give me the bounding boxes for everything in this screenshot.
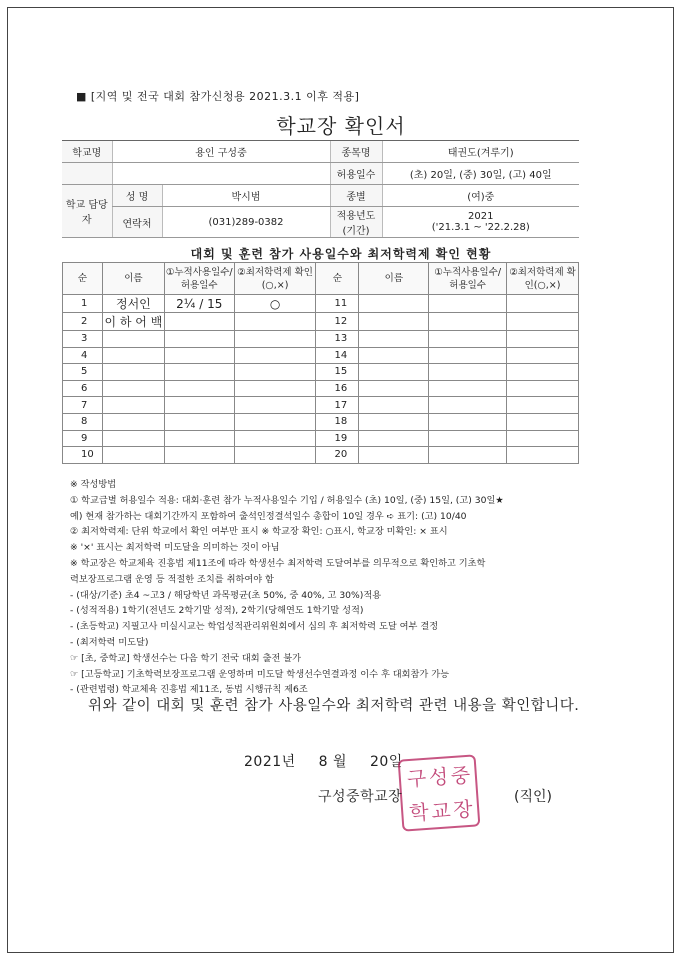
- note-line: - (관련법령) 학교체육 진흥법 제11조, 동법 시행규칙 제6조: [70, 684, 308, 696]
- note-line: 력보장프로그램 운영 등 적절한 조치를 취하여야 함: [70, 573, 274, 585]
- name-value: 박시범: [162, 185, 330, 207]
- header-num: 순: [316, 263, 359, 295]
- row-days: 2¼ / 15: [164, 295, 234, 313]
- note-line: ① 학교급별 허용일수 적용: 대회·훈련 참가 누적사용일수 기입 / 허용일수 (초) 10일, (중) 15일, (고) 30일★: [70, 494, 504, 506]
- period-range: ('21.3.1 ~ '22.2.28): [431, 222, 530, 233]
- row-academic: [507, 447, 579, 464]
- row-academic: [507, 313, 579, 331]
- period-label: 적용년도 (기간): [330, 207, 382, 238]
- row-academic: [234, 364, 316, 381]
- table-row: [63, 397, 579, 414]
- row-academic: [234, 413, 316, 430]
- row-num: 17: [316, 397, 359, 414]
- row-num: 10: [63, 447, 103, 464]
- row-name: [359, 413, 429, 430]
- school-seal: [398, 754, 481, 831]
- note-line: - (초등학교) 지필고사 미실시교는 학업성적관리위원회에서 심의 후 최저학력 도달 여부 결정: [70, 621, 439, 633]
- athlete-table: [62, 262, 579, 464]
- row-days: [429, 413, 507, 430]
- header-days: ①누적사용일수/ 허용일수: [164, 263, 234, 295]
- row-days: [164, 364, 234, 381]
- row-days: [164, 447, 234, 464]
- table-row: [63, 380, 579, 397]
- header-num: 순: [63, 263, 103, 295]
- row-name: [359, 295, 429, 313]
- school-value: 용인 구성중: [112, 141, 330, 163]
- row-days: [429, 295, 507, 313]
- sport-label: 종목명: [330, 141, 382, 163]
- header-name: 이름: [102, 263, 164, 295]
- row-num: 5: [63, 364, 103, 381]
- row-academic: [507, 397, 579, 414]
- date-year: 2021년: [244, 754, 296, 770]
- table-row: [63, 430, 579, 447]
- row-academic: [234, 313, 316, 331]
- row-num: 3: [63, 331, 103, 348]
- note-line: ※ 작성방법: [70, 479, 117, 490]
- row-days: [429, 430, 507, 447]
- row-days: [429, 364, 507, 381]
- row-num: 13: [316, 331, 359, 348]
- row-academic: [507, 331, 579, 348]
- contact-value: (031)289-0382: [162, 207, 330, 238]
- row-academic: [507, 347, 579, 364]
- row-num: 16: [316, 380, 359, 397]
- row-num: 14: [316, 347, 359, 364]
- row-academic: [507, 430, 579, 447]
- row-name: [102, 364, 164, 381]
- row-days: [164, 313, 234, 331]
- confirm-statement: 위와 같이 대회 및 훈련 참가 사용일수와 최저학력 관련 내용을 확인합니다.: [88, 698, 580, 714]
- row-name: 이 하 어 백: [102, 313, 164, 331]
- note-line: ※ '×' 표시는 최저학력 미도달을 의미하는 것이 아님: [70, 542, 280, 554]
- allowed-label: 허용일수: [330, 163, 382, 185]
- staff-label: 학교 담당자: [62, 185, 112, 238]
- row-name: [102, 430, 164, 447]
- note-line: - (대상/기준) 초4 ~고3 / 해당학년 과목평균(초 50%, 중 40%, 고 30%)적용: [70, 589, 382, 601]
- note-line: ☞ [초, 중학교] 학생선수는 다음 학기 전국 대회 출전 불가: [70, 652, 301, 664]
- row-name: [359, 331, 429, 348]
- row-academic: [234, 380, 316, 397]
- row-days: [429, 331, 507, 348]
- school-label: 학교명: [62, 141, 112, 163]
- table-row: [63, 447, 579, 464]
- header-name: 이름: [359, 263, 429, 295]
- table-row: [63, 313, 579, 331]
- table-row: [63, 413, 579, 430]
- row-name: [102, 380, 164, 397]
- name-label: 성 명: [112, 185, 162, 207]
- row-academic: [507, 364, 579, 381]
- note-line: 예) 현재 참가하는 대회기간까지 포함하여 출석인정결석일수 총합이 10일 경우 ➪ 표기: (고) 10/40: [70, 510, 467, 522]
- signer-name: 구성중학교장: [318, 789, 403, 805]
- row-name: [359, 313, 429, 331]
- row-days: [429, 313, 507, 331]
- row-name: [102, 331, 164, 348]
- row-num: 20: [316, 447, 359, 464]
- section-title: 대회 및 훈련 참가 사용일수와 최저학력제 확인 현황: [190, 247, 492, 261]
- row-academic: [234, 430, 316, 447]
- row-days: [429, 380, 507, 397]
- allowed-value: (초) 20일, (중) 30일, (고) 40일: [382, 163, 579, 185]
- table-row: [63, 295, 579, 313]
- notes-section: [70, 477, 630, 698]
- note-line: ② 최저학력제: 단위 학교에서 확인 여부만 표시 ※ 학교장 확인: ○표시, 학교장 미확인: × 표시: [70, 526, 448, 538]
- row-days: [164, 331, 234, 348]
- note-line: - (최저학력 미도달): [70, 636, 149, 648]
- header-days: ①누적사용일수/ 허용일수: [429, 263, 507, 295]
- seal-char: 중: [450, 762, 471, 789]
- note-line: ☞ [고등학교] 기초학력보장프로그램 운영하며 미도달 학생선수연결과정 이수 후 대회참가 가능: [70, 668, 449, 680]
- row-name: [359, 364, 429, 381]
- row-academic: [507, 295, 579, 313]
- row-academic: [234, 331, 316, 348]
- note-line: - (성적적용) 1학기(전년도 2학기말 성적), 2학기(당해연도 1학기말 성적): [70, 605, 364, 617]
- row-days: [429, 397, 507, 414]
- row-num: 19: [316, 430, 359, 447]
- row-name: [102, 413, 164, 430]
- table-row: [63, 331, 579, 348]
- row-name: [359, 397, 429, 414]
- row-num: 9: [63, 430, 103, 447]
- row-num: 11: [316, 295, 359, 313]
- row-academic: ○: [234, 295, 316, 313]
- document-title: 학교장 확인서: [276, 114, 406, 138]
- row-days: [164, 397, 234, 414]
- header-academic: ②최저학력제 확인(○,×): [507, 263, 579, 295]
- gender-label: 종별: [330, 185, 382, 207]
- contact-label: 연락처: [112, 207, 162, 238]
- row-days: [164, 380, 234, 397]
- seal-char: 장: [452, 796, 474, 823]
- period-year: 2021: [468, 211, 494, 222]
- row-num: 18: [316, 413, 359, 430]
- row-num: 1: [63, 295, 103, 313]
- row-name: [102, 447, 164, 464]
- table-row: [63, 347, 579, 364]
- row-name: [359, 347, 429, 364]
- row-num: 4: [63, 347, 103, 364]
- header-note: ■ [지역 및 전국 대회 참가신청용 2021.3.1 이후 적용]: [76, 90, 360, 103]
- row-academic: [234, 447, 316, 464]
- period-value: [382, 207, 579, 238]
- row-num: 8: [63, 413, 103, 430]
- row-name: [359, 447, 429, 464]
- row-num: 2: [63, 313, 103, 331]
- row-days: [164, 413, 234, 430]
- table-row: [63, 364, 579, 381]
- row-num: 12: [316, 313, 359, 331]
- row-days: [429, 347, 507, 364]
- sport-value: 태권도(겨루기): [382, 141, 579, 163]
- date-row: [244, 751, 421, 771]
- row-academic: [234, 347, 316, 364]
- row-academic: [507, 413, 579, 430]
- seal-char: 구: [406, 765, 428, 792]
- row-name: [359, 430, 429, 447]
- row-days: [164, 347, 234, 364]
- seal-note: (직인): [514, 789, 552, 805]
- header-academic: ②최저학력제 확인(○,×): [234, 263, 316, 295]
- row-num: 15: [316, 364, 359, 381]
- seal-char: 교: [430, 798, 452, 824]
- row-academic: [234, 397, 316, 414]
- row-academic: [507, 380, 579, 397]
- date-month: 8 월: [318, 754, 347, 770]
- date-day: 20일: [369, 754, 403, 770]
- row-name: 정서인: [102, 295, 164, 313]
- row-num: 7: [63, 397, 103, 414]
- row-name: [102, 397, 164, 414]
- row-name: [359, 380, 429, 397]
- seal-char: 성: [428, 764, 450, 790]
- gender-value: (여)중: [382, 185, 579, 207]
- seal-char: 학: [408, 799, 430, 826]
- row-days: [429, 447, 507, 464]
- row-num: 6: [63, 380, 103, 397]
- row-name: [102, 347, 164, 364]
- info-table: [62, 140, 579, 238]
- row-days: [164, 430, 234, 447]
- note-line: ※ 학교장은 학교체육 진흥법 제11조에 따라 학생선수 최저학력 도달여부를 의무적으로 확인하고 기초학: [70, 557, 486, 569]
